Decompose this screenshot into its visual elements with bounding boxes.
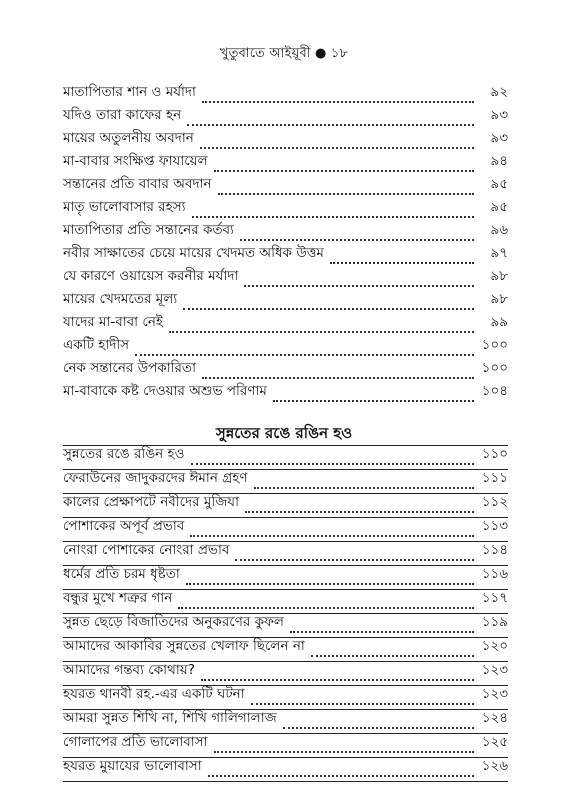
dot-leader: [202, 363, 474, 379]
toc-entry-page: ১১০: [481, 446, 508, 462]
toc-entry-title: যে কারণে ওয়ায়েস করনীর মর্যাদা: [63, 268, 239, 284]
toc-entry: [63, 314, 508, 337]
toc-entry-title: হযরত থানবী রহ.-এর একটি ঘটনা: [63, 686, 245, 702]
toc-entry-page: ১০০: [481, 337, 508, 353]
toc-list-part-1: [63, 84, 508, 406]
toc-entry-page: ১২০: [481, 638, 508, 654]
toc-entry-title: আমরা সুন্নত শিখি না, শিখি গালিগালাজ: [63, 710, 277, 726]
toc-entry-title: একটি হাদীস: [63, 337, 130, 353]
toc-entry-title: পোশাকের অপূর্ব প্রভাব: [63, 518, 185, 534]
toc-entry-title: সুন্নত ছেড়ে বিজাতিদের অনুকরণের কুফল: [63, 614, 284, 630]
dot-leader: [283, 713, 474, 729]
toc-entry-title: গোলাপের প্রতি ভালোবাসা: [63, 734, 208, 750]
toc-entry-page: ১২৬: [481, 758, 508, 774]
dot-leader: [192, 202, 474, 218]
dot-leader: [214, 156, 474, 172]
dot-leader: [202, 87, 474, 103]
dot-leader: [208, 761, 474, 777]
toc-entry-page: ৯৭: [490, 245, 508, 261]
toc-entry-page: ৯৮: [490, 291, 508, 307]
dot-leader: [244, 271, 474, 287]
toc-entry-title: যাদের মা-বাবা নেই: [63, 314, 163, 330]
toc-entry-page: ১১৩: [481, 518, 508, 534]
dot-leader: [200, 133, 474, 149]
toc-entry-page: ৯৩: [490, 130, 508, 146]
toc-list-part-2: [63, 445, 508, 782]
dot-leader: [191, 449, 474, 465]
toc-entry-page: ৯৩: [490, 107, 508, 123]
toc-entry-title: ধর্মের প্রতি চরম ধৃষ্টতা: [63, 566, 180, 582]
toc-entry-title: বন্ধুর মুখে শত্রুর গান: [63, 590, 173, 606]
dot-leader: [214, 737, 474, 753]
dot-leader: [178, 593, 474, 609]
section-heading: সুন্নতের রঙে রঙিন হও: [215, 424, 353, 442]
toc-entry-page: ১০০: [481, 360, 508, 376]
toc-entry-page: ৯২: [490, 84, 508, 100]
dot-leader: [240, 225, 474, 241]
toc-entry-title: মায়ের অতুলনীয় অবদান: [63, 130, 194, 146]
toc-entry-title: মা-বাবার সংক্ষিপ্ত ফাযায়েল: [63, 153, 208, 169]
toc-entry-title: মাতৃ ভালোবাসার রহস্য: [63, 199, 186, 215]
toc-entry-page: ৯৮: [490, 268, 508, 284]
toc-entry-title: মাতাপিতার শান ও মর্যাদা: [63, 84, 196, 100]
dot-leader: [273, 386, 474, 402]
toc-entry-title: ফেরাউনের জাদুকরদের ঈমান গ্রহণ: [63, 470, 248, 486]
toc-entry-title: নেক সন্তানের উপকারিতা: [63, 360, 196, 376]
toc-entry-page: ১১৬: [481, 566, 508, 582]
dot-leader: [135, 340, 474, 356]
toc-entry-page: ১২৫: [481, 734, 508, 750]
toc-entry-title: নোংরা পোশাকের নোংরা প্রভাব: [63, 542, 230, 558]
toc-entry-title: আমাদের আকাবির সুন্নতের খেলাফ ছিলেন না: [63, 638, 305, 654]
toc-entry-page: ১১৯: [481, 614, 508, 630]
toc-entry-page: ১০৪: [481, 383, 508, 399]
dot-leader: [311, 641, 474, 657]
dot-leader: [245, 497, 474, 513]
dot-leader: [169, 317, 474, 333]
toc-entry: [63, 758, 508, 782]
dot-leader: [235, 545, 474, 561]
toc-entry-page: ১২৩: [481, 662, 508, 678]
toc-entry-title: আমাদের গন্তব্য কোথায়?: [63, 662, 195, 678]
toc-entry-page: ১১৭: [481, 590, 508, 606]
toc-entry-title: যদিও তারা কাফের হন: [63, 107, 182, 123]
dot-leader: [186, 569, 474, 585]
dot-leader: [330, 248, 474, 264]
dot-leader: [254, 473, 474, 489]
toc-entry-page: ১২৩: [481, 686, 508, 702]
dot-leader: [201, 665, 474, 681]
dot-leader: [190, 521, 474, 537]
dot-leader: [183, 294, 474, 310]
toc-entry-title: মা-বাবাকে কষ্ট দেওয়ার অশুভ পরিণাম: [63, 383, 267, 399]
running-header: খুতুবাতে আইয়ূবী ● ১৮: [219, 46, 349, 61]
toc-entry-page: ৯৪: [490, 153, 508, 169]
toc-entry-page: ৯৬: [490, 222, 508, 238]
toc-entry-page: ১১৪: [481, 542, 508, 558]
toc-entry-title: মাতাপিতার প্রতি সন্তানের কর্তব্য: [63, 222, 234, 238]
toc-entry-page: ৯৫: [490, 199, 508, 215]
toc-entry-page: ১২৪: [481, 710, 508, 726]
dot-leader: [251, 689, 474, 705]
toc-entry-title: কালের প্রেক্ষাপটে নবীদের মুজিযা: [63, 494, 239, 510]
toc-entry-title: সুন্নতের রঙে রঙিন হও: [63, 446, 185, 462]
dot-leader: [187, 110, 474, 126]
toc-entry-title: সন্তানের প্রতি বাবার অবদান: [63, 176, 212, 192]
toc-entry-page: ১১১: [481, 470, 508, 486]
toc-entry-page: ১১২: [481, 494, 508, 510]
toc-entry-title: মায়ের খেদমতের মূল্য: [63, 291, 178, 307]
dot-leader: [218, 179, 474, 195]
toc-entry-title: হযরত মুয়াযের ভালোবাসা: [63, 758, 202, 774]
toc-entry-page: ৯৯: [490, 314, 508, 330]
toc-entry-title: নবীর সাক্ষাতের চেয়ে মায়ের খেদমত অধিক উত্তম: [63, 245, 324, 261]
toc-entry-page: ৯৫: [490, 176, 508, 192]
dot-leader: [290, 617, 474, 633]
toc-entry: [63, 383, 508, 406]
